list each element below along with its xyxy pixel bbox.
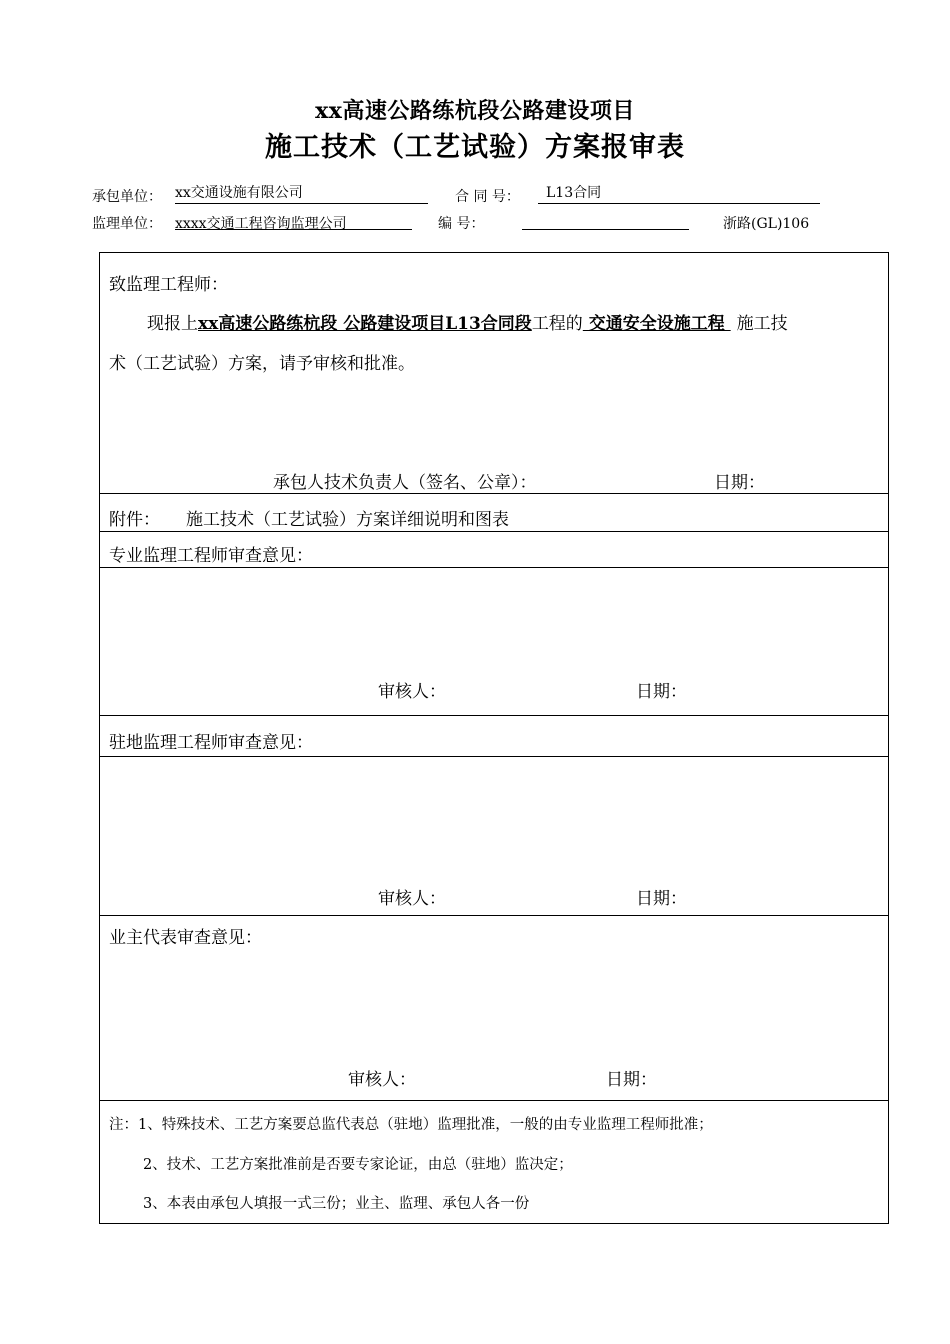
attachment-label: 附件： bbox=[109, 510, 160, 530]
specialist-review-title: 专业监理工程师审查意见： bbox=[109, 546, 313, 566]
body-prefix: 现报上 bbox=[147, 314, 198, 334]
submission-text-line2: 术（工艺试验）方案，请予审核和批准。 bbox=[109, 354, 415, 374]
owner-reviewer-label: 审核人： bbox=[348, 1070, 416, 1090]
divider bbox=[99, 493, 889, 494]
specialist-date-label: 日期： bbox=[636, 682, 687, 702]
project-name[interactable]: xx高速公路练杭段 公路建设项目L13合同段 bbox=[198, 314, 532, 334]
contractor-date-label: 日期： bbox=[714, 473, 765, 493]
supervisor-value[interactable]: xxxx交通工程咨询监理公司 bbox=[175, 216, 347, 232]
note-3: 3、本表由承包人填报一式三份；业主、监理、承包人各一份 bbox=[143, 1196, 530, 1212]
body-mid: 工程的 bbox=[531, 314, 583, 334]
contractor-underline bbox=[175, 203, 428, 204]
note-2: 2、技术、工艺方案批准前是否要专家论证，由总（驻地）监决定； bbox=[143, 1157, 573, 1173]
supervisor-label: 监理单位： bbox=[92, 216, 162, 232]
divider bbox=[99, 531, 889, 532]
supervisor-underline bbox=[175, 229, 412, 230]
form-code: 浙路(GL)106 bbox=[723, 216, 810, 232]
divider bbox=[99, 756, 889, 757]
resident-date-label: 日期： bbox=[636, 889, 687, 909]
project-title: xx高速公路练杭段公路建设项目 bbox=[315, 98, 635, 124]
divider bbox=[99, 1100, 889, 1101]
work-name[interactable]: 交通安全设施工程 bbox=[582, 314, 731, 334]
contractor-label: 承包单位： bbox=[92, 189, 162, 205]
contractor-signature-label: 承包人技术负责人（签名、公章）： bbox=[273, 473, 537, 493]
contract-no-underline bbox=[538, 203, 820, 204]
owner-date-label: 日期： bbox=[606, 1070, 657, 1090]
owner-review-title: 业主代表审查意见： bbox=[109, 928, 262, 948]
contract-no-label: 合 同 号： bbox=[455, 189, 520, 205]
attachment-text: 施工技术（工艺试验）方案详细说明和图表 bbox=[186, 510, 509, 530]
serial-underline bbox=[522, 229, 689, 230]
divider bbox=[99, 567, 889, 568]
body-suffix: 施工技 bbox=[736, 314, 788, 334]
note-1: 注：1、特殊技术、工艺方案要总监代表总（驻地）监理批准，一般的由专业监理工程师批准； bbox=[109, 1117, 713, 1133]
resident-reviewer-label: 审核人： bbox=[378, 889, 446, 909]
serial-label: 编 号： bbox=[438, 216, 485, 232]
salutation: 致监理工程师： bbox=[109, 275, 228, 295]
contractor-value[interactable]: xx交通设施有限公司 bbox=[175, 185, 303, 201]
specialist-reviewer-label: 审核人： bbox=[378, 682, 446, 702]
contract-no-value[interactable]: L13合同 bbox=[546, 185, 602, 201]
divider bbox=[99, 715, 889, 716]
form-title: 施工技术（工艺试验）方案报审表 bbox=[265, 132, 685, 163]
resident-review-title: 驻地监理工程师审查意见： bbox=[109, 733, 313, 753]
divider bbox=[99, 915, 889, 916]
submission-text-line1 bbox=[147, 309, 788, 334]
